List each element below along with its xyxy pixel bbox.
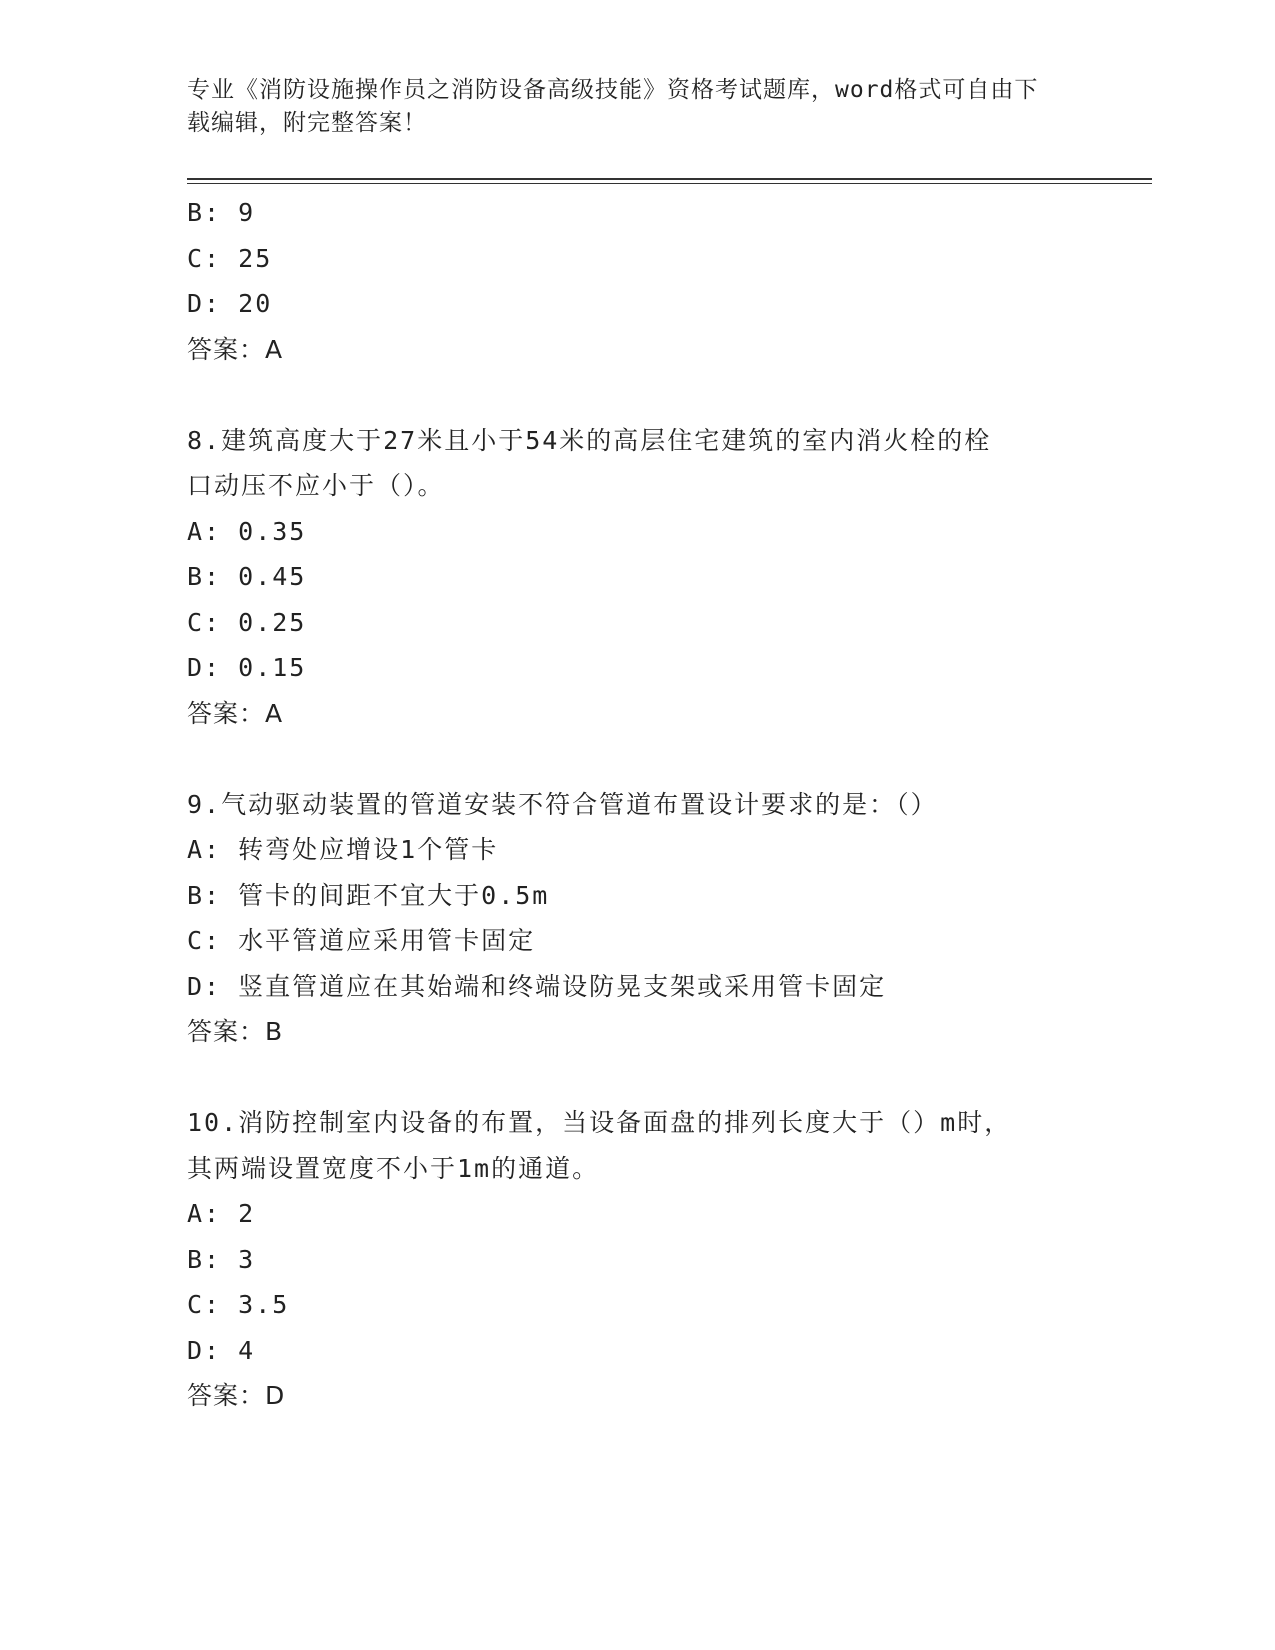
answer-label: 答案：B bbox=[187, 1017, 284, 1046]
header-title-line-1: 专业《消防设施操作员之消防设备高级技能》资格考试题库，word格式可自由下 bbox=[187, 77, 1039, 103]
question-stem-line: 10.消防控制室内设备的布置，当设备面盘的排列长度大于（）m时， bbox=[187, 1108, 1012, 1137]
option-b: B: 9 bbox=[187, 198, 256, 227]
option-b: B: 0.45 bbox=[187, 562, 307, 591]
answer-label: 答案：D bbox=[187, 1381, 286, 1410]
question-stem-line: 其两端设置宽度不小于1m的通道。 bbox=[187, 1153, 600, 1183]
option-b: B: 管卡的间距不宜大于0.5m bbox=[187, 880, 550, 910]
spacer bbox=[187, 372, 1087, 418]
option-d: D: 20 bbox=[187, 289, 273, 318]
answer-label: 答案：A bbox=[187, 334, 284, 364]
question-stem-line: 9.气动驱动装置的管道安装不符合管道布置设计要求的是：（） bbox=[187, 789, 938, 819]
spacer bbox=[187, 736, 1087, 782]
question-list bbox=[187, 190, 1087, 1419]
question-7-tail bbox=[187, 190, 1087, 372]
header-title-line-2: 载编辑，附完整答案！ bbox=[187, 110, 427, 136]
header-rule-thick bbox=[187, 178, 1152, 180]
option-c: C: 0.25 bbox=[187, 607, 307, 637]
answer-label: 答案：A bbox=[187, 698, 284, 728]
option-a: A: 0.35 bbox=[187, 516, 307, 546]
option-a: A: 转弯处应增设1个管卡 bbox=[187, 835, 499, 864]
header-rule-thin bbox=[187, 183, 1152, 184]
option-c: C: 3.5 bbox=[187, 1290, 290, 1319]
spacer bbox=[187, 1055, 1087, 1101]
question-stem-line: 口动压不应小于（）。 bbox=[187, 471, 445, 500]
option-d: D: 4 bbox=[187, 1335, 256, 1365]
question-10 bbox=[187, 1100, 1087, 1419]
question-8 bbox=[187, 418, 1087, 737]
option-c: C: 25 bbox=[187, 243, 273, 273]
page-header bbox=[187, 74, 1067, 140]
option-c: C: 水平管道应采用管卡固定 bbox=[187, 926, 536, 955]
option-d: D: 0.15 bbox=[187, 653, 307, 682]
option-a: A: 2 bbox=[187, 1199, 256, 1228]
question-stem-line: 8.建筑高度大于27米且小于54米的高层住宅建筑的室内消火栓的栓 bbox=[187, 425, 992, 455]
option-d: D: 竖直管道应在其始端和终端设防晃支架或采用管卡固定 bbox=[187, 971, 887, 1001]
option-b: B: 3 bbox=[187, 1244, 256, 1274]
question-9 bbox=[187, 782, 1087, 1055]
